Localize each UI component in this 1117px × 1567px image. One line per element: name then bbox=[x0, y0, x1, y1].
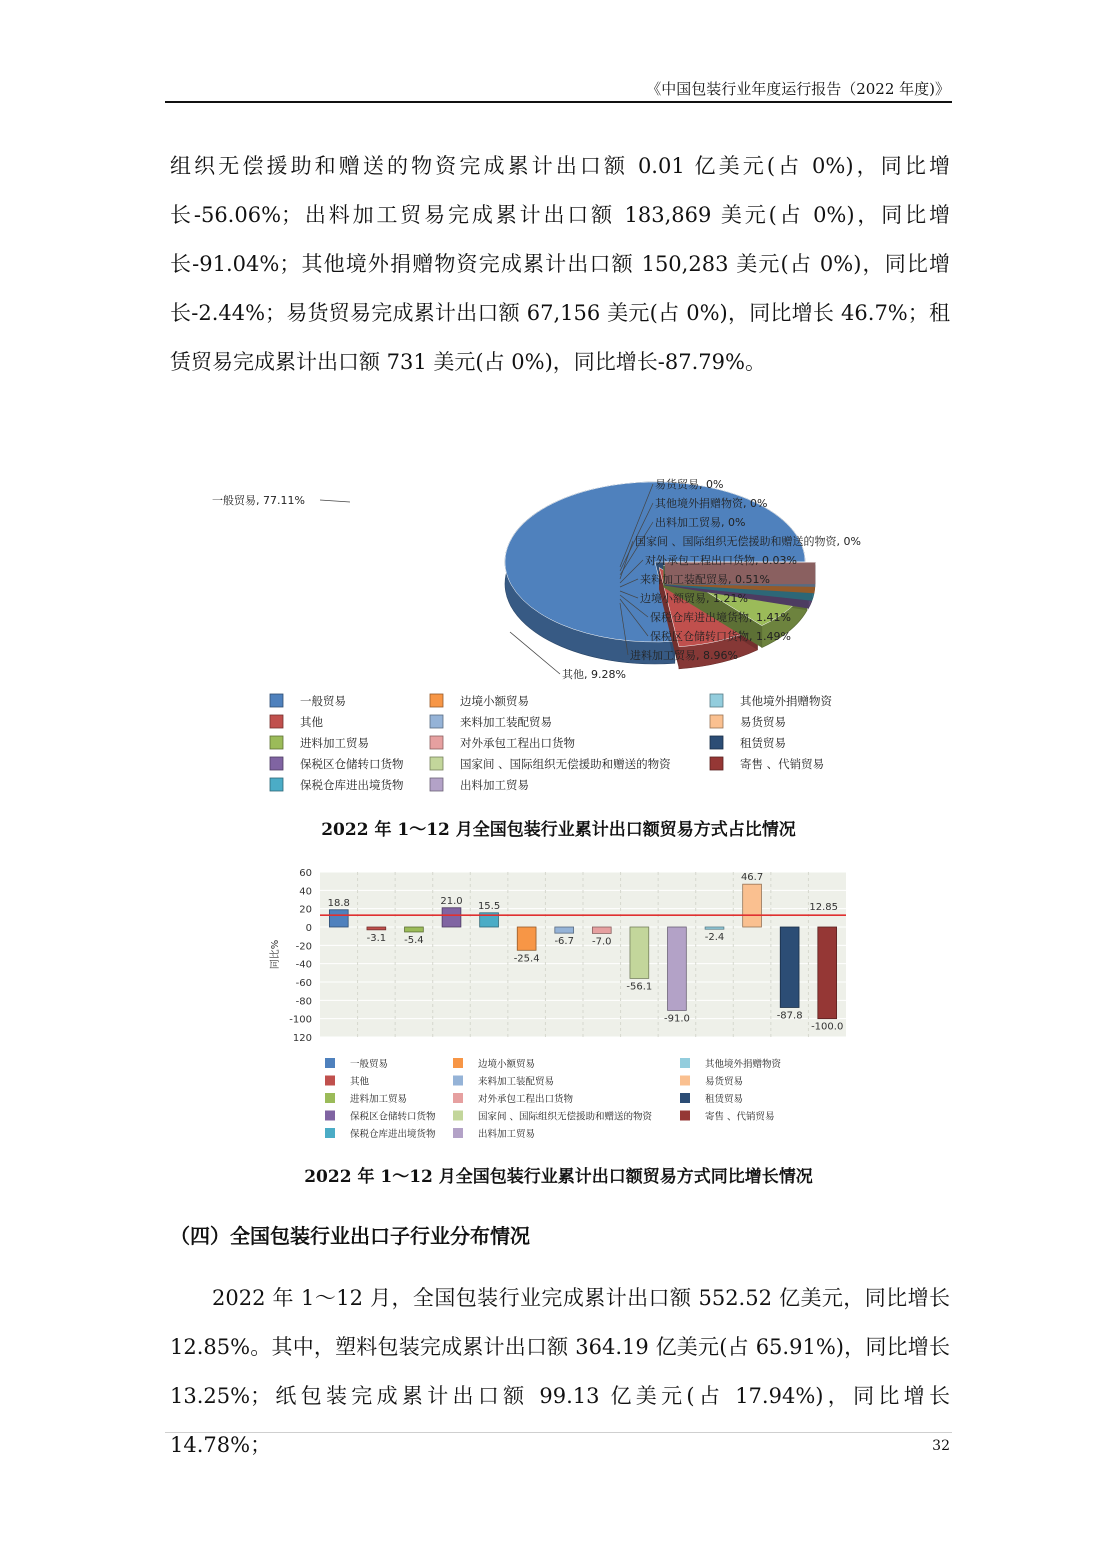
bar bbox=[367, 927, 386, 930]
body-paragraph-1: 组织无偿援助和赠送的物资完成累计出口额 0.01 亿美元(占 0%)，同比增长-56.06%；出料加工贸易完成累计出口额 183,869 美元(占 0%)，同比增长-91.04%；其他境外捐赠物资完成累计出口额 150,283 美元(占 0%)，同比增长-2.44%；易货贸易完成累计出口额 67,156 美元(占 0%)，同比增长 46.7%；租赁贸易完成累计出口额 731 美元(占 0%)，同比增长-87.79%。 bbox=[170, 154, 950, 374]
legend-swatch bbox=[430, 778, 443, 791]
y-tick-label: 0 bbox=[305, 923, 312, 934]
bar bbox=[405, 927, 424, 932]
legend-label: 进料加工贸易 bbox=[350, 1094, 408, 1105]
bar bbox=[592, 927, 611, 933]
legend-label: 边境小额贸易 bbox=[460, 694, 529, 708]
legend-swatch bbox=[325, 1076, 335, 1086]
legend-label: 租赁贸易 bbox=[740, 736, 786, 750]
bar bbox=[668, 927, 687, 1010]
bar bbox=[743, 884, 762, 927]
legend-swatch bbox=[453, 1093, 463, 1103]
bar-value-label: -5.4 bbox=[404, 934, 424, 946]
legend-label: 其他 bbox=[350, 1076, 370, 1088]
running-header: 《中国包装行业年度运行报告（2022 年度)》 bbox=[646, 80, 950, 98]
legend-swatch bbox=[680, 1093, 690, 1103]
legend-swatch bbox=[325, 1111, 335, 1121]
legend-label: 进料加工贸易 bbox=[300, 736, 369, 750]
legend-label: 易货贸易 bbox=[740, 715, 786, 729]
bar-value-label: 21.0 bbox=[440, 895, 463, 907]
legend-label: 寄售 、代销贸易 bbox=[740, 757, 825, 771]
bar-value-label: 46.7 bbox=[740, 872, 764, 884]
bar bbox=[517, 927, 536, 950]
pie-leader-line bbox=[320, 500, 350, 502]
y-tick-label: -40 bbox=[295, 959, 312, 971]
reference-line-label: 12.85 bbox=[809, 902, 838, 914]
y-tick-label: -100 bbox=[289, 1014, 312, 1026]
legend-swatch bbox=[680, 1058, 690, 1068]
legend-swatch bbox=[430, 757, 443, 770]
legend-label: 出料加工贸易 bbox=[478, 1129, 536, 1140]
legend-swatch bbox=[430, 736, 443, 749]
legend-swatch bbox=[325, 1058, 335, 1068]
legend-swatch bbox=[453, 1128, 463, 1138]
bar-value-label: -3.1 bbox=[366, 932, 387, 944]
bar bbox=[780, 927, 799, 1007]
legend-label: 国家间 、国际组织无偿援助和赠送的物资 bbox=[460, 757, 671, 771]
legend-label: 寄售 、代销贸易 bbox=[705, 1111, 775, 1123]
legend-label: 保税区仓储转口货物 bbox=[300, 757, 404, 771]
y-tick-label: 40 bbox=[299, 886, 312, 898]
pie-label: 保税仓库进出境货物, 1.41% bbox=[650, 611, 791, 624]
legend-label: 出料加工贸易 bbox=[460, 778, 529, 792]
pie-label: 出料加工贸易, 0% bbox=[655, 516, 746, 529]
bar-value-label: 18.8 bbox=[327, 897, 350, 909]
legend-label: 易货贸易 bbox=[705, 1076, 744, 1088]
legend-label: 其他 bbox=[300, 715, 323, 729]
y-tick-label: -80 bbox=[295, 996, 312, 1008]
pie-label: 一般贸易, 77.11% bbox=[212, 494, 305, 507]
bar bbox=[630, 927, 649, 978]
bar-value-label: -2.4 bbox=[704, 932, 725, 944]
body-paragraph-2: 2022 年 1～12 月，全国包装行业完成累计出口额 552.52 亿美元，同比增长 12.85%。其中，塑料包装完成累计出口额 364.19 亿美元(占 65.91%)，同比增长 13.25%；纸包装完成累计出口额 99.13 亿美元(占 17.94%)，同比增长 14.78%； bbox=[170, 1286, 950, 1457]
bar-value-label: -6.7 bbox=[554, 936, 574, 948]
legend-swatch bbox=[453, 1076, 463, 1086]
legend-swatch bbox=[325, 1128, 335, 1138]
legend-swatch bbox=[680, 1111, 690, 1121]
legend-label: 对外承包工程出口货物 bbox=[478, 1094, 574, 1105]
pie-label: 易货贸易, 0% bbox=[655, 478, 724, 491]
bar-value-label: -7.0 bbox=[592, 936, 612, 948]
y-tick-label: 60 bbox=[299, 868, 312, 879]
bar-value-label: -56.1 bbox=[626, 981, 653, 993]
legend-swatch bbox=[270, 778, 283, 791]
header-rule bbox=[165, 101, 952, 103]
y-axis-label: 同比% bbox=[270, 939, 281, 970]
y-tick-label: -20 bbox=[295, 941, 312, 953]
legend-label: 保税仓库进出境货物 bbox=[300, 778, 404, 792]
legend-swatch bbox=[710, 736, 723, 749]
bar bbox=[705, 927, 724, 929]
y-tick-label: 120 bbox=[292, 1033, 312, 1044]
legend-swatch bbox=[710, 715, 723, 728]
bar-chart bbox=[250, 862, 870, 1152]
legend-swatch bbox=[270, 715, 283, 728]
pie-label: 对外承包工程出口货物, 0.03% bbox=[645, 554, 797, 567]
legend-swatch bbox=[710, 694, 723, 707]
pie-label: 国家间 、国际组织无偿援助和赠送的物资, 0% bbox=[635, 535, 861, 548]
pie-chart bbox=[200, 472, 920, 802]
pie-label: 其他境外捐赠物资, 0% bbox=[655, 497, 768, 510]
legend-swatch bbox=[270, 736, 283, 749]
legend-label: 来料加工装配贸易 bbox=[460, 715, 552, 729]
legend-label: 一般贸易 bbox=[300, 694, 346, 708]
bar bbox=[555, 927, 574, 933]
page-number: 32 bbox=[932, 1438, 950, 1454]
legend-swatch bbox=[270, 757, 283, 770]
pie-label: 其他, 9.28% bbox=[562, 668, 626, 681]
pie-label: 边境小额贸易, 1.21% bbox=[640, 592, 748, 605]
legend-label: 国家间 、国际组织无偿援助和赠送的物资 bbox=[478, 1111, 653, 1123]
pie-label: 保税区仓储转口货物, 1.49% bbox=[650, 630, 791, 643]
bar bbox=[442, 908, 461, 927]
bar-value-label: -87.8 bbox=[776, 1010, 803, 1022]
bar bbox=[818, 927, 837, 1019]
bar-value-label: 15.5 bbox=[477, 900, 501, 912]
y-tick-label: -60 bbox=[295, 978, 312, 989]
pie-legend bbox=[270, 694, 832, 792]
y-tick-label: 20 bbox=[299, 904, 312, 916]
pie-label: 进料加工贸易, 8.96% bbox=[630, 649, 738, 662]
legend-swatch bbox=[430, 715, 443, 728]
bar-value-label: -100.0 bbox=[811, 1021, 844, 1033]
section-heading: （四）全国包装行业出口子行业分布情况 bbox=[170, 1224, 530, 1248]
legend-swatch bbox=[453, 1058, 463, 1068]
legend-label: 保税区仓储转口货物 bbox=[350, 1111, 436, 1123]
legend-swatch bbox=[710, 757, 723, 770]
legend-swatch bbox=[453, 1111, 463, 1121]
pie-chart-caption: 2022 年 1～12 月全国包装行业累计出口额贸易方式占比情况 bbox=[321, 820, 796, 840]
bar bbox=[329, 910, 348, 927]
legend-label: 来料加工装配贸易 bbox=[478, 1076, 555, 1088]
legend-swatch bbox=[680, 1076, 690, 1086]
legend-label: 一般贸易 bbox=[350, 1059, 389, 1070]
bar-value-label: -25.4 bbox=[513, 953, 540, 965]
legend-label: 对外承包工程出口货物 bbox=[460, 736, 575, 750]
legend-label: 租赁贸易 bbox=[705, 1094, 744, 1105]
bar-value-label: -91.0 bbox=[663, 1013, 690, 1025]
legend-swatch bbox=[325, 1093, 335, 1103]
legend-swatch bbox=[270, 694, 283, 707]
legend-label: 边境小额贸易 bbox=[478, 1059, 536, 1070]
legend-label: 其他境外捐赠物资 bbox=[705, 1059, 782, 1070]
footer-rule bbox=[165, 1432, 952, 1433]
legend-label: 保税仓库进出境货物 bbox=[350, 1129, 436, 1140]
pie-label: 来料加工装配贸易, 0.51% bbox=[640, 573, 770, 586]
legend-swatch bbox=[430, 694, 443, 707]
legend-label: 其他境外捐赠物资 bbox=[740, 694, 832, 708]
bar-chart-caption: 2022 年 1～12 月全国包装行业累计出口额贸易方式同比增长情况 bbox=[304, 1167, 813, 1187]
